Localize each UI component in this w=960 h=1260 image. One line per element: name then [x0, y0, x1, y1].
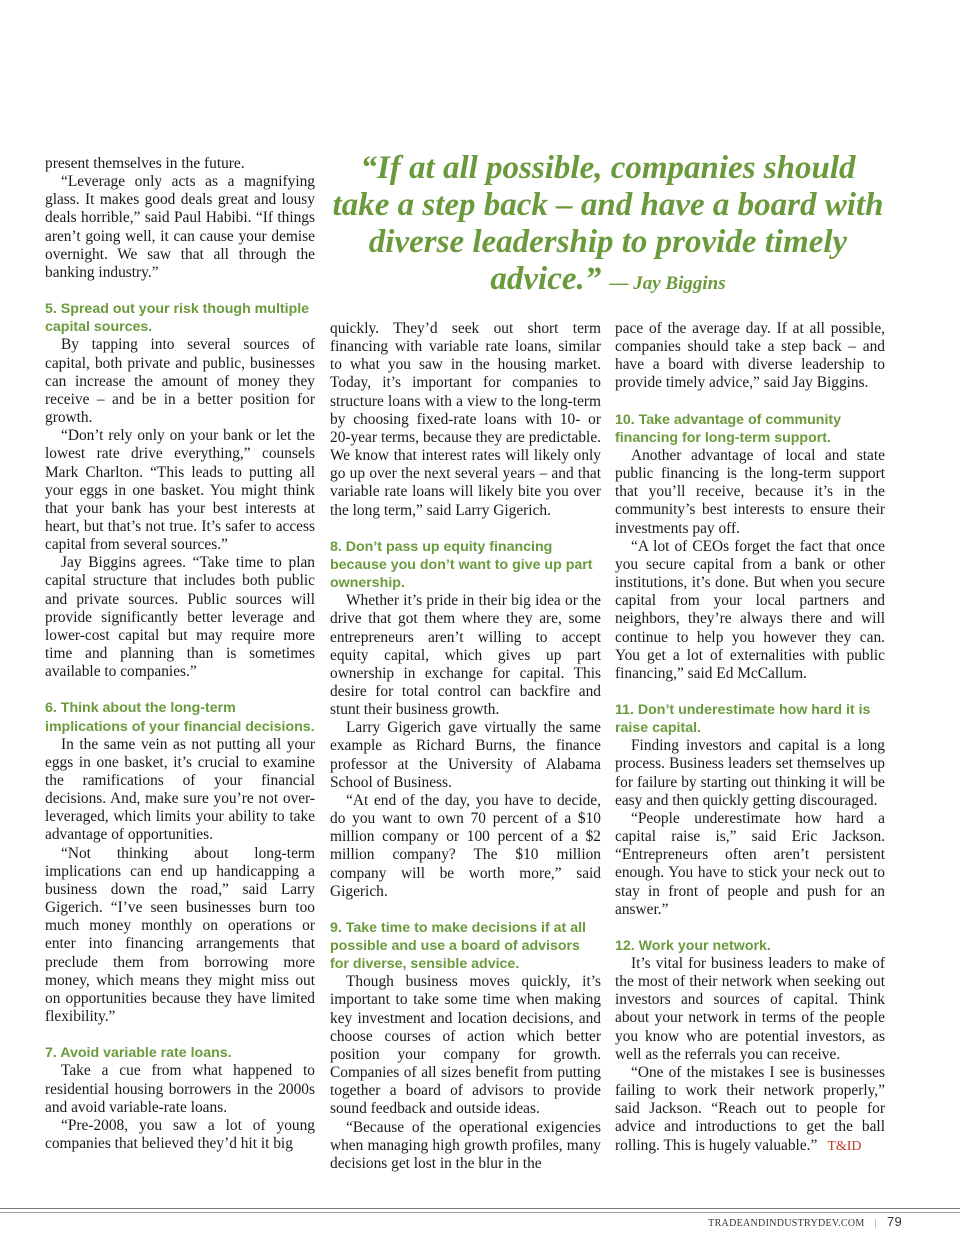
article-column-3: [615, 320, 885, 1156]
paragraph: “People underestimate how hard a capital raise is,” said Eric Jackson. “Entrepreneurs often aren’t persistent enough. You have to stick your neck out to stay in front of people and push for an answer.”: [615, 809, 885, 918]
paragraph: Whether it’s pride in their big idea or the drive that got them where they are, some entrepreneurs aren’t willing to accept equity capital, which gives up part ownership in exchange for capital. This desire for total control can backfire and stunt their business growth.: [330, 592, 601, 719]
footer-rule-secondary: [0, 1212, 960, 1213]
page-number: 79: [886, 1214, 902, 1229]
article-column-1: [45, 155, 315, 1153]
section-heading-11: 11. Don’t underestimate how hard it is raise capital.: [615, 701, 871, 737]
section-heading-6: 6. Think about the long-term implications of your financial decisions.: [45, 700, 315, 735]
section-heading-5: 5. Spread out your risk though multiple capital sources.: [45, 301, 310, 336]
paragraph: “Because of the operational exigencies when managing high growth profiles, many decisions get lost in the blur in the: [330, 1118, 601, 1172]
paragraph: Larry Gigerich gave virtually the same example as Richard Burns, the finance professor at the University of Alabama School of Business.: [330, 719, 601, 791]
footer-site-link[interactable]: TRADEANDINDUSTRYDEV.COM: [708, 1218, 865, 1229]
footer-rule: [0, 1208, 960, 1209]
paragraph: “Not thinking about long-term implications can end up handicapping a business down the road,” said Larry Gigerich. “I’ve seen businesses burn too much money monthly on operations or enter into financing arrangements that preclude them from borrowing more money, which means they might miss out on opportunities because they have limited flexibility.”: [45, 844, 315, 1026]
paragraph: Another advantage of local and state public financing is the long-term support that you’ll receive, because it’s in the community’s best interests to ensure their investments pay off.: [615, 446, 885, 537]
paragraph: In the same vein as not putting all your eggs in one basket, it’s crucial to examine the ramifications of your financial decisions. And, make sure you’re not over-leveraged, which limits your ability to take advantage of opportunities.: [45, 735, 315, 844]
section-heading-10: 10. Take advantage of community financing for long-term support.: [615, 411, 842, 446]
paragraph: present themselves in the future.: [45, 155, 245, 172]
paragraph: “Don’t rely only on your bank or let the lowest rate drive everything,” counsels Mark Charlton. “This leads to putting all your eggs in one basket. You might think that your bank has your best interests at heart, but that’s not true. It’s safer to access capital from several sources.”: [45, 427, 315, 554]
paragraph: By tapping into several sources of capital, both private and public, businesses can increase the amount of money they receive – and be in a better position for growth.: [45, 336, 315, 427]
paragraph: Though business moves quickly, it’s important to take some time when making key investment and location decisions, and choose courses of action which better position your company for growth. Companies of all sizes benefit from putting together a board of advisors to provide sound feedback and outside ideas.: [330, 973, 601, 1118]
section-heading-12: 12. Work your network.: [615, 937, 771, 954]
section-heading-9: 9. Take time to make decisions if at all possible and use a board of advisors for diverse, sensible advice.: [330, 919, 586, 973]
paragraph: Take a cue from what happened to residential housing borrowers in the 2000s and avoid variable-rate loans.: [45, 1062, 315, 1116]
paragraph: “Pre-2008, you saw a lot of young companies that believed they’d hit it big: [45, 1116, 315, 1152]
paragraph: “A lot of CEOs forget the fact that once you secure capital from a bank or other institutions, it’s done. But when you secure capital from your local partners and neighbors, they’re always there and will continue to help you however they can. You get a lot of externalities with public financing,” said Ed McCallum.: [615, 537, 885, 682]
section-heading-8: 8. Don’t pass up equity financing because you don’t want to give up part ownership.: [330, 538, 593, 592]
paragraph: quickly. They’d seek out short term financing with variable rate loans, similar to what you saw in the housing market. Today, it’s important for companies to structure loans with a view to the long-term by choosing fixed-rate loans with 10- or 20-year terms, because they are predictable. We know that interest rates will likely only go up over the next several years – and that variable rate loans will likely bite you over the long term,” said Larry Gigerich.: [330, 320, 601, 519]
end-mark-logo: T&ID: [827, 1138, 862, 1154]
pull-quote: [330, 150, 886, 302]
footer-separator: |: [874, 1218, 877, 1229]
paragraph: Jay Biggins agrees. “Take time to plan capital structure that includes both public and private sources. Public sources will provide significantly better leverage and lower-cost capital but may require more time and planning than is sometimes available to companies.”: [45, 554, 315, 681]
paragraph: “At end of the day, you have to decide, do you want to own 70 percent of a $10 million company or 100 percent of a $2 million company? The $10 million company will be worth more,” said Gigerich.: [330, 791, 601, 900]
paragraph-text: “One of the mistakes I see is businesses failing to work their network properly,” said Jackson. “Reach out to people for advice and introductions to get the ball rolling. This is hugely valuable.”: [615, 1063, 885, 1154]
pull-quote-text: “If at all possible, companies should take a step back – and have a board with diverse leadership to provide timely advice.”: [332, 150, 884, 297]
page-footer: [708, 1214, 902, 1229]
paragraph: Finding investors and capital is a long process. Business leaders set themselves up for failure by starting out thinking it will be easy and then quickly getting discouraged.: [615, 737, 885, 809]
paragraph-final: [615, 1064, 885, 1156]
section-heading-7: 7. Avoid variable rate loans.: [45, 1045, 232, 1062]
paragraph: “Leverage only acts as a magnifying glass. It makes good deals great and lousy deals horrible,” said Paul Habibi. “If things aren’t going well, it can cause your demise overnight. We saw that all through the banking industry.”: [45, 173, 315, 281]
paragraph: It’s vital for business leaders to make of the most of their network when seeking out investors and sources of capital. Think about your network in terms of the people you know who are potential investors, as well as the referrals you can receive.: [615, 955, 885, 1063]
pull-quote-attribution: — Jay Biggins: [609, 273, 726, 294]
paragraph: pace of the average day. If at all possible, companies should take a step back – and have a board with diverse leadership to provide timely advice,” said Jay Biggins.: [615, 320, 885, 392]
article-column-2: [330, 320, 601, 1173]
